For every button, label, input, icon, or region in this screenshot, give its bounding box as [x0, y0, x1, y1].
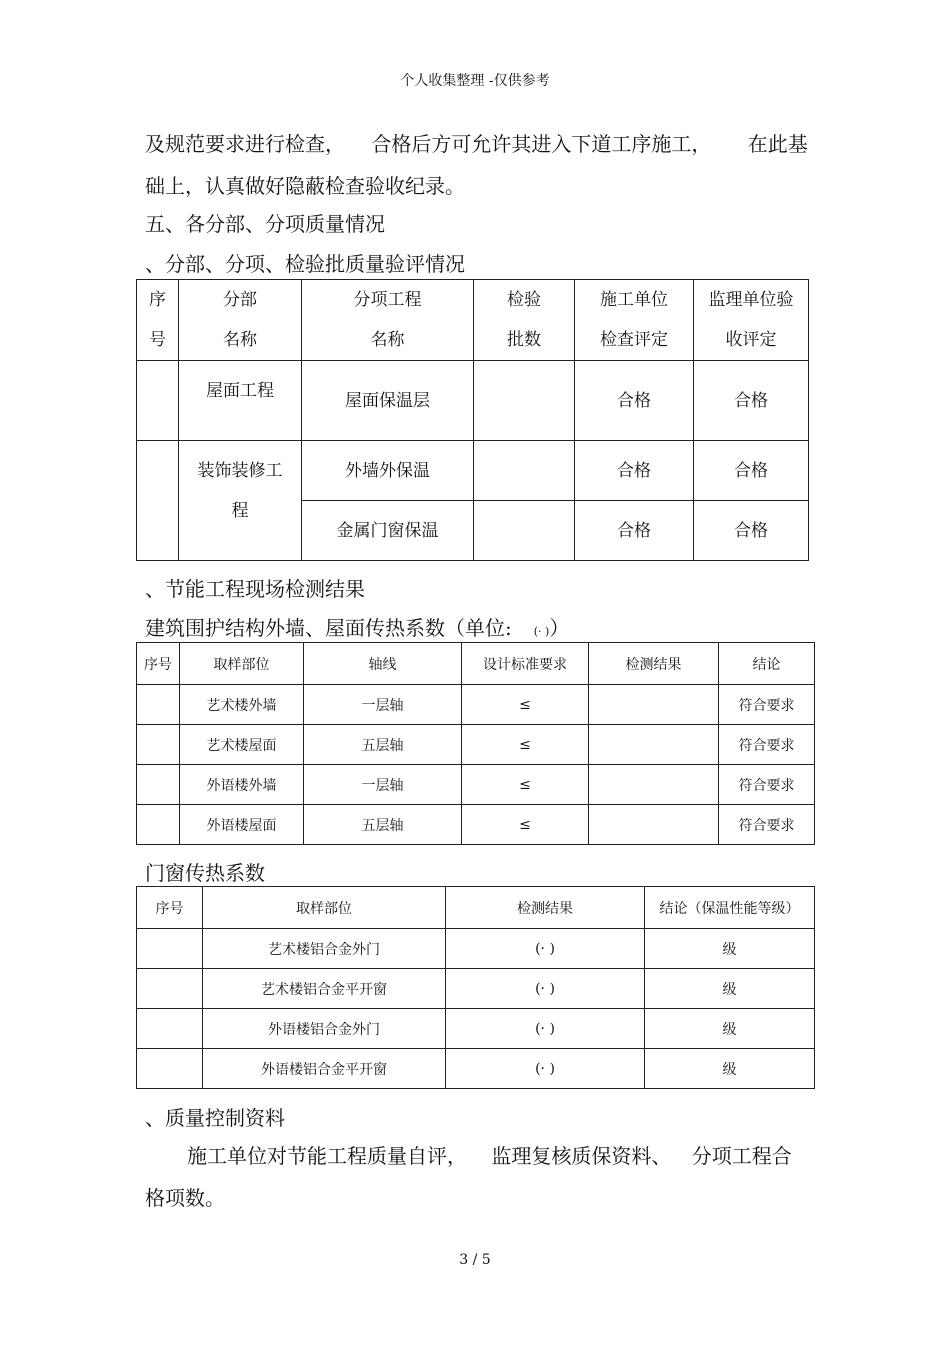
batch-count [474, 441, 575, 501]
header-cell: 设计标准要求 [462, 643, 589, 685]
wall-roof-coefficient-title [145, 612, 569, 641]
header-cell: 检验 批数 [474, 280, 575, 361]
intro-segment-3: 在此基 [747, 132, 808, 156]
header-cell: 序号 [137, 887, 203, 929]
header-cell: 序 号 [137, 280, 179, 361]
axis: 一层轴 [304, 765, 462, 805]
axis: 一层轴 [304, 685, 462, 725]
table-row [137, 685, 815, 725]
table-row [137, 1049, 815, 1089]
item-name: 外墙外保温 [302, 441, 474, 501]
conclusion: 级 [645, 929, 815, 969]
unit-label: (· ) [533, 625, 550, 638]
closing-segment-3: 分项工程合 [691, 1144, 792, 1168]
sample-location: 外语楼铝合金外门 [203, 1009, 446, 1049]
table-row [137, 929, 815, 969]
closing-segment-2: 监理复核质保资料、 [491, 1144, 672, 1168]
header-cell: 分部 名称 [179, 280, 302, 361]
construction-evaluation: 合格 [575, 501, 694, 561]
sample-location: 外语楼外墙 [180, 765, 304, 805]
header-cell: 分项工程 名称 [302, 280, 474, 361]
header-cell: 取样部位 [180, 643, 304, 685]
wall-roof-title-text: 建筑围护结构外墙、屋面传热系数（单位: [145, 616, 512, 640]
row-number [137, 805, 180, 845]
axis: 五层轴 [304, 805, 462, 845]
sample-location: 艺术楼屋面 [180, 725, 304, 765]
header-cell: 检测结果 [446, 887, 645, 929]
conclusion: 符合要求 [719, 805, 815, 845]
batch-count [474, 361, 575, 441]
construction-evaluation: 合格 [575, 441, 694, 501]
sample-location: 外语楼铝合金平开窗 [203, 1049, 446, 1089]
supervision-evaluation: 合格 [694, 361, 809, 441]
design-standard: ≤ [462, 725, 589, 765]
row-number [137, 685, 180, 725]
design-standard: ≤ [462, 685, 589, 725]
table-row [137, 725, 815, 765]
header-cell: 监理单位验 收评定 [694, 280, 809, 361]
intro-segment-1: 及规范要求进行检查， [145, 132, 345, 156]
window-coefficient-table [136, 886, 815, 1089]
row-number [137, 1009, 203, 1049]
page-number: 3 / 5 [459, 1252, 491, 1268]
header-cell: 序号 [137, 643, 180, 685]
table-header-row [137, 887, 815, 929]
table-row [137, 765, 815, 805]
supervision-evaluation: 合格 [694, 501, 809, 561]
test-result [589, 805, 719, 845]
test-result: (· ) [446, 1049, 645, 1089]
table-cell [137, 361, 179, 441]
item-name: 金属门窗保温 [302, 501, 474, 561]
supervision-evaluation: 合格 [694, 441, 809, 501]
conclusion: 级 [645, 1049, 815, 1089]
wall-roof-coefficient-table [136, 642, 815, 845]
test-result: (· ) [446, 929, 645, 969]
table-row [137, 441, 809, 501]
test-result [589, 685, 719, 725]
table-row [137, 1009, 815, 1049]
row-number [137, 1049, 203, 1089]
conclusion: 符合要求 [719, 685, 815, 725]
table-cell [137, 441, 179, 561]
sample-location: 艺术楼外墙 [180, 685, 304, 725]
sample-location: 艺术楼铝合金平开窗 [203, 969, 446, 1009]
axis: 五层轴 [304, 725, 462, 765]
division-name: 装饰装修工 程 [179, 441, 302, 561]
quality-evaluation-table [136, 279, 809, 561]
conclusion: 级 [645, 1009, 815, 1049]
page-header: 个人收集整理 -仅供参考 [400, 73, 550, 89]
intro-line-2: 础上，认真做好隐蔽检查验收纪录。 [145, 174, 465, 198]
section-five-title: 五、各分部、分项质量情况 [145, 212, 385, 236]
division-name: 屋面工程 [179, 361, 302, 441]
header-cell: 轴线 [304, 643, 462, 685]
sample-location: 外语楼屋面 [180, 805, 304, 845]
test-result: (· ) [446, 1009, 645, 1049]
table-header-row [137, 280, 809, 361]
header-cell: 施工单位 检查评定 [575, 280, 694, 361]
test-result [589, 765, 719, 805]
header-cell: 取样部位 [203, 887, 446, 929]
closing-segment-1: 施工单位对节能工程质量自评， [187, 1144, 467, 1168]
row-number [137, 929, 203, 969]
test-result [589, 725, 719, 765]
table-row [137, 969, 815, 1009]
subsection-quality-title: 、分部、分项、检验批质量验评情况 [145, 252, 465, 276]
row-number [137, 969, 203, 1009]
design-standard: ≤ [462, 765, 589, 805]
conclusion: 符合要求 [719, 725, 815, 765]
header-cell: 结论（保温性能等级） [645, 887, 815, 929]
row-number [137, 725, 180, 765]
intro-segment-2: 合格后方可允许其进入下道工序施工， [371, 132, 712, 156]
header-cell: 检测结果 [589, 643, 719, 685]
table-header-row [137, 643, 815, 685]
title-close-paren: ） [549, 616, 570, 640]
table-row [137, 361, 809, 441]
closing-line-1 [187, 1140, 792, 1169]
header-cell: 结论 [719, 643, 815, 685]
subsection-quality-control-title: 、质量控制资料 [145, 1106, 285, 1130]
test-result: (· ) [446, 969, 645, 1009]
table-row [137, 805, 815, 845]
subsection-field-test-title: 、节能工程现场检测结果 [145, 577, 365, 601]
conclusion: 级 [645, 969, 815, 1009]
sample-location: 艺术楼铝合金外门 [203, 929, 446, 969]
intro-line-1 [145, 128, 808, 157]
construction-evaluation: 合格 [575, 361, 694, 441]
closing-line-2: 格项数。 [145, 1186, 225, 1210]
design-standard: ≤ [462, 805, 589, 845]
conclusion: 符合要求 [719, 765, 815, 805]
row-number [137, 765, 180, 805]
item-name: 屋面保温层 [302, 361, 474, 441]
batch-count [474, 501, 575, 561]
window-coefficient-title: 门窗传热系数 [145, 861, 265, 885]
